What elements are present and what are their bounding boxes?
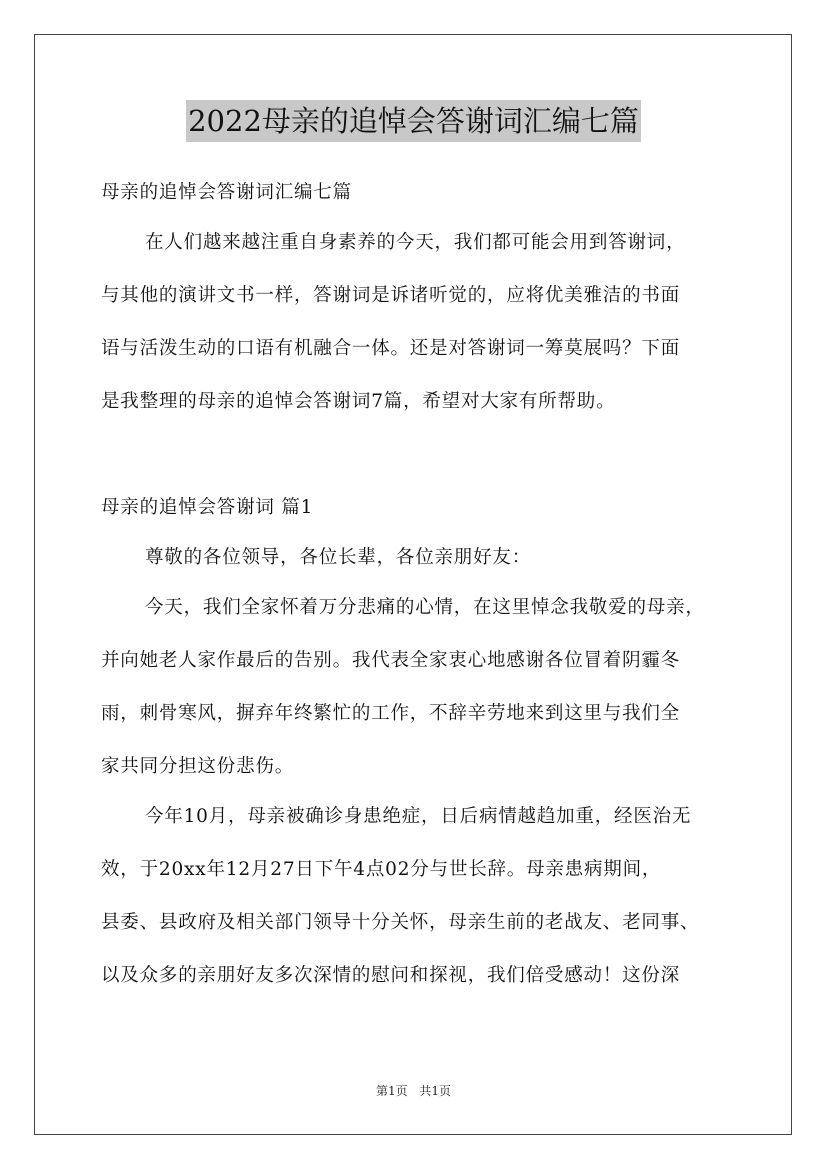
paragraph-line: 县委、县政府及相关部门领导十分关怀，母亲生前的老战友、老同事、	[101, 912, 700, 933]
document-title: 2022母亲的追悼会答谢词汇编七篇	[186, 100, 641, 142]
document-body	[101, 174, 741, 994]
intro-line: 语与活泼生动的口语有机融合一体。还是对答谢词一筹莫展吗？下面	[101, 338, 681, 359]
page-footer	[0, 1083, 827, 1099]
title-container	[0, 100, 827, 142]
paragraph-line: 并向她老人家作最后的告别。我代表全家衷心地感谢各位冒着阴霾冬	[101, 650, 681, 671]
intro-heading: 母亲的追悼会答谢词汇编七篇	[101, 182, 352, 203]
intro-line: 是我整理的母亲的追悼会答谢词7篇，希望对大家有所帮助。	[101, 391, 616, 412]
section-heading: 母亲的追悼会答谢词 篇1	[101, 497, 314, 518]
intro-line: 与其他的演讲文书一样，答谢词是诉诸听觉的，应将优美雅洁的书面	[101, 285, 681, 306]
paragraph-line: 今天，我们全家怀着万分悲痛的心情，在这里悼念我敬爱的母亲，	[145, 597, 705, 618]
page-total: 共1页	[419, 1084, 452, 1098]
paragraph-line: 今年10月，母亲被确诊身患绝症，日后病情越趋加重，经医治无	[145, 806, 692, 827]
paragraph-line: 雨，刺骨寒风，摒弃年终繁忙的工作，不辞辛劳地来到这里与我们全	[101, 703, 681, 724]
greeting-line: 尊敬的各位领导，各位长辈，各位亲朋好友：	[145, 547, 532, 568]
intro-line: 在人们越来越注重自身素养的今天，我们都可能会用到答谢词，	[145, 232, 686, 253]
page-number: 第1页	[375, 1084, 408, 1098]
paragraph-line: 效，于20xx年12月27日下午4点02分与世长辞。母亲患病期间，	[101, 859, 662, 880]
paragraph-line: 家共同分担这份悲伤。	[101, 756, 295, 777]
paragraph-line: 以及众多的亲朋好友多次深情的慰问和探视，我们倍受感动！这份深	[101, 965, 681, 986]
